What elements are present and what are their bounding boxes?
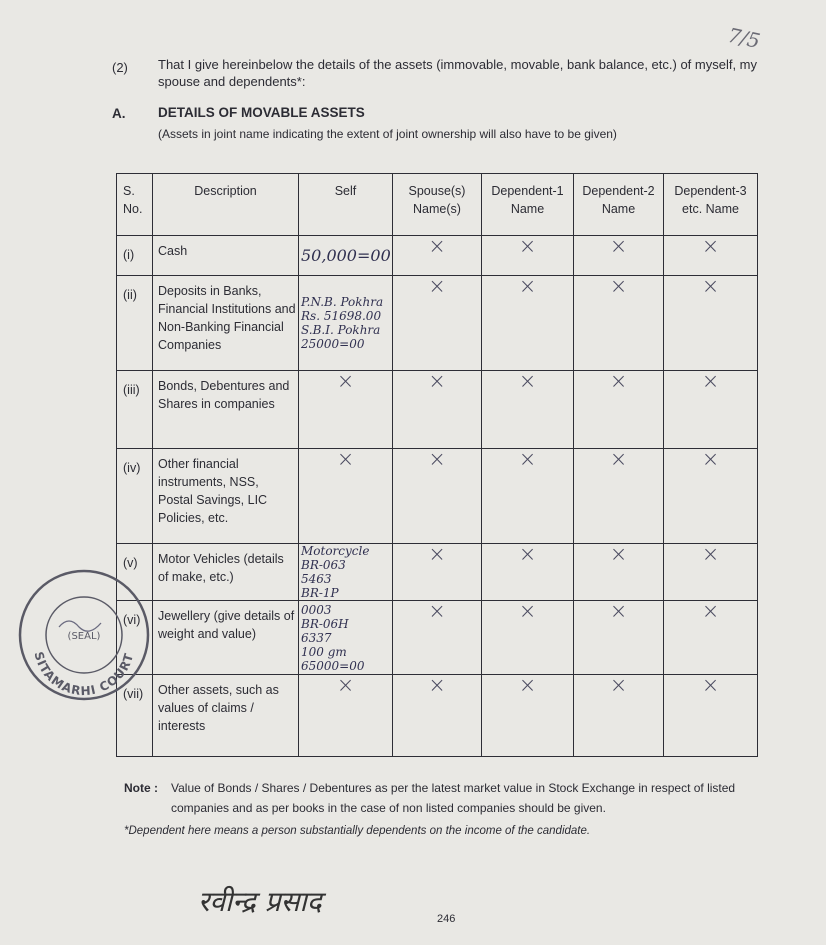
cross-mark: × <box>609 234 628 258</box>
table-row <box>117 601 758 675</box>
handwritten-entry: BR-063 <box>301 558 346 572</box>
nil-mark-cell <box>393 675 482 757</box>
table-row <box>117 449 758 544</box>
self-value-cell <box>299 544 393 601</box>
header-spouse: Spouse(s) Name(s) <box>393 174 482 236</box>
nil-mark-cell <box>482 449 574 544</box>
header-dependent-2: Dependent-2 Name <box>574 174 664 236</box>
header-sno: S. No. <box>117 174 153 236</box>
header-description: Description <box>153 174 299 236</box>
table-row <box>117 544 758 601</box>
handwritten-entry: 100 gm <box>301 644 347 659</box>
cross-mark: × <box>428 369 446 393</box>
row-number: (ii) <box>117 276 153 371</box>
handwritten-entry: BR-06H <box>301 616 349 631</box>
section-title: DETAILS OF MOVABLE ASSETS <box>158 105 365 120</box>
nil-mark-cell <box>574 675 664 757</box>
nil-mark-cell <box>482 544 574 601</box>
section-letter: A. <box>112 106 126 121</box>
cross-mark: × <box>518 274 537 298</box>
nil-mark-cell <box>482 675 574 757</box>
cross-mark: × <box>428 599 446 623</box>
self-value-cell <box>299 371 393 449</box>
cross-mark: × <box>701 599 720 623</box>
nil-mark-cell <box>664 449 758 544</box>
cross-mark: × <box>518 369 537 393</box>
table-row <box>117 675 758 757</box>
section-subtitle: (Assets in joint name indicating the extent of joint ownership will also have to be given) <box>158 127 617 141</box>
cross-mark: × <box>336 447 355 471</box>
cross-mark: × <box>428 447 446 471</box>
cross-mark: × <box>701 369 720 393</box>
row-number: (iii) <box>117 371 153 449</box>
nil-mark-cell <box>393 601 482 675</box>
stamp-inner-text: (SEAL) <box>67 631 101 642</box>
self-value-cell <box>299 449 393 544</box>
nil-mark-cell <box>664 276 758 371</box>
candidate-signature: रवीन्द्र प्रसाद <box>198 885 322 918</box>
row-number: (vii) <box>117 675 153 757</box>
cross-mark: × <box>428 234 446 258</box>
handwritten-entry: 5463 <box>301 572 332 586</box>
handwritten-entry: 6337 <box>301 630 332 645</box>
cross-mark: × <box>701 447 720 471</box>
section-number: (2) <box>112 60 128 75</box>
cross-mark: × <box>518 542 537 566</box>
header-dependent-1: Dependent-1 Name <box>482 174 574 236</box>
cross-mark: × <box>701 234 720 258</box>
row-description: Deposits in Banks, Financial Institutions and Non-Banking Financial Companies <box>153 276 299 371</box>
movable-assets-table <box>116 173 758 757</box>
nil-mark-cell <box>393 276 482 371</box>
nil-mark-cell <box>482 601 574 675</box>
page-number: 246 <box>437 913 456 925</box>
nil-mark-cell <box>574 236 664 276</box>
nil-mark-cell <box>574 276 664 371</box>
cross-mark: × <box>428 542 446 566</box>
section-intro: That I give hereinbelow the details of the assets (immovable, movable, bank balance, etc.) of myself, my spouse and dependents*: <box>158 57 758 89</box>
cross-mark: × <box>609 369 628 393</box>
cross-mark: × <box>609 673 628 697</box>
cross-mark: × <box>428 673 446 697</box>
cross-mark: × <box>609 542 628 566</box>
row-number: (vi) <box>117 601 153 675</box>
row-description: Jewellery (give details of weight and value) <box>153 601 299 675</box>
nil-mark-cell <box>574 371 664 449</box>
cross-mark: × <box>428 274 446 298</box>
cross-mark: × <box>701 673 720 697</box>
cross-mark: × <box>336 673 355 697</box>
header-self: Self <box>299 174 393 236</box>
nil-mark-cell <box>574 544 664 601</box>
note-label: Note : <box>124 781 158 795</box>
header-dependent-3: Dependent-3 etc. Name <box>664 174 758 236</box>
cross-mark: × <box>701 542 720 566</box>
nil-mark-cell <box>393 449 482 544</box>
table-header-row <box>117 174 758 236</box>
row-description: Other assets, such as values of claims / interests <box>153 675 299 757</box>
nil-mark-cell <box>664 371 758 449</box>
table-row <box>117 371 758 449</box>
nil-mark-cell <box>482 371 574 449</box>
nil-mark-cell <box>664 544 758 601</box>
handwritten-entry: 25000=00 <box>301 337 365 351</box>
cross-mark: × <box>609 447 628 471</box>
self-value-cell <box>299 675 393 757</box>
row-description: Motor Vehicles (details of make, etc.) <box>153 544 299 601</box>
footnote: *Dependent here means a person substantially dependents on the income of the candidate. <box>124 825 591 837</box>
nil-mark-cell <box>482 236 574 276</box>
cross-mark: × <box>518 673 537 697</box>
row-number: (i) <box>117 236 153 276</box>
self-value-cell <box>299 236 393 276</box>
nil-mark-cell <box>482 276 574 371</box>
cross-mark: × <box>336 369 355 393</box>
cross-mark: × <box>701 274 720 298</box>
row-number: (v) <box>117 544 153 601</box>
handwritten-entry: 50,000=00 <box>301 245 391 265</box>
cross-mark: × <box>518 447 537 471</box>
handwritten-entry: Rs. 51698.00 <box>301 309 382 323</box>
row-description: Bonds, Debentures and Shares in companies <box>153 371 299 449</box>
cross-mark: × <box>518 599 537 623</box>
self-value-cell <box>299 601 393 675</box>
handwritten-entry: P.N.B. Pokhra <box>301 295 384 309</box>
nil-mark-cell <box>664 601 758 675</box>
row-number: (iv) <box>117 449 153 544</box>
handwritten-entry: BR-1P <box>301 586 339 600</box>
note-text: Value of Bonds / Shares / Debentures as per the latest market value in Stock Exchange in respect of listed companies and as per books in the case of non listed companies should be given. <box>171 781 736 815</box>
handwritten-entry: 65000=00 <box>301 658 365 673</box>
handwritten-entry: Motorcycle <box>301 544 370 558</box>
nil-mark-cell <box>664 675 758 757</box>
self-value-cell <box>299 276 393 371</box>
cross-mark: × <box>609 599 628 623</box>
handwritten-entry: 0003 <box>301 602 332 617</box>
row-description: Cash <box>153 236 299 276</box>
nil-mark-cell <box>393 371 482 449</box>
table-row <box>117 276 758 371</box>
svg-text:SITAMARHI COURT <box>32 650 137 698</box>
row-description: Other financial instruments, NSS, Postal Savings, LIC Policies, etc. <box>153 449 299 544</box>
nil-mark-cell <box>393 544 482 601</box>
table-row <box>117 236 758 276</box>
nil-mark-cell <box>574 601 664 675</box>
cross-mark: × <box>609 274 628 298</box>
nil-mark-cell <box>574 449 664 544</box>
court-seal-stamp <box>14 565 154 705</box>
nil-mark-cell <box>393 236 482 276</box>
nil-mark-cell <box>664 236 758 276</box>
handwritten-entry: S.B.I. Pokhra <box>301 323 381 337</box>
stamp-text: SITAMARHI COURT <box>31 650 137 699</box>
corner-annotation: 7/5 <box>725 22 763 54</box>
cross-mark: × <box>518 234 537 258</box>
